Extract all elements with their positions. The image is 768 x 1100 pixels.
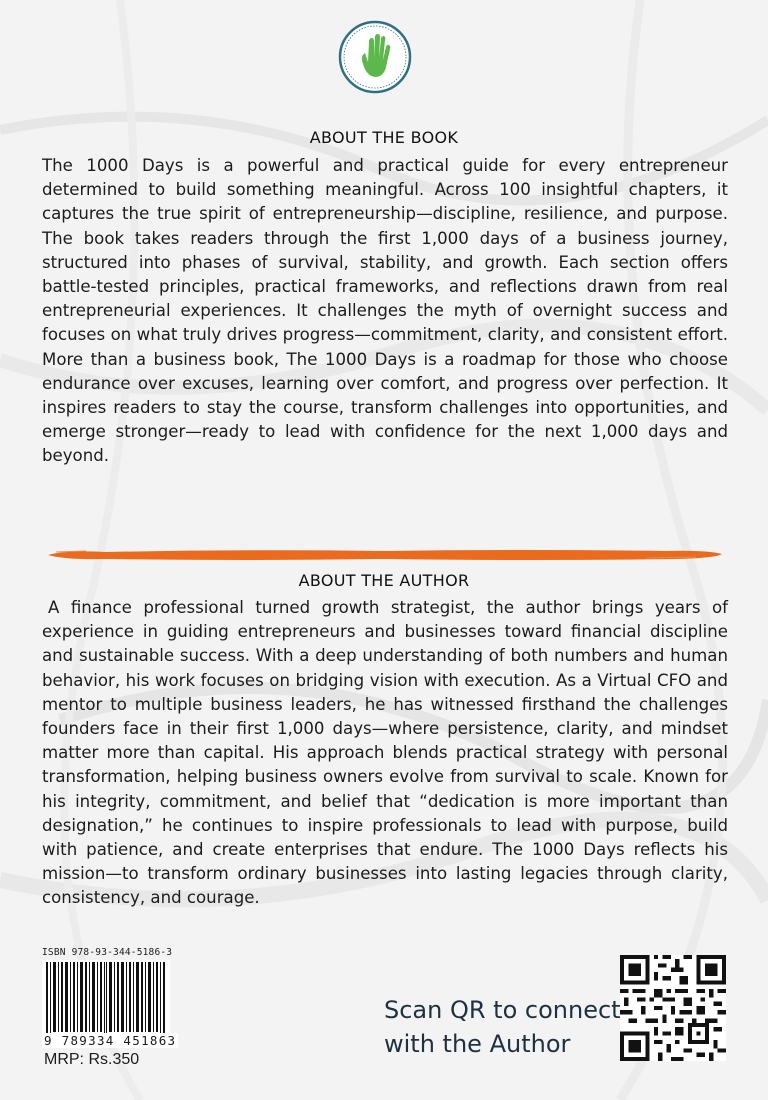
scan-qr-caption <box>384 993 621 1061</box>
qr-code-icon[interactable] <box>620 955 726 1061</box>
isbn-digits: 9 789334 451863 <box>44 1033 177 1048</box>
about-book-text: The 1000 Days is a powerful and practical guide for every entrepreneur determined to build something meaningful. Across 100 insightful chapters, it captures the true spirit of entrepreneurship—discipline, resilience, and purpose. The book takes readers through the first 1,000 days of a business journey, structured into phases of survival, stability, and growth. Each section offers battle-tested principles, practical frameworks, and reflections drawn from real entrepreneurial experiences. It challenges the myth of overnight success and focuses on what truly drives progress—commitment, clarity, and consistent effort. More than a business book, The 1000 Days is a roadmap for those who choose endurance over excuses, learning over comfort, and progress over perfection. It inspires readers to stay the course, transform challenges into opportunities, and emerge stronger—ready to lead with confidence for the next 1,000 days and beyond. <box>42 156 728 466</box>
about-author-heading: ABOUT THE AUTHOR <box>298 571 470 590</box>
orange-brush-divider <box>46 546 724 564</box>
isbn-label: ISBN 978-93-344-5186-3 <box>42 947 173 958</box>
scan-qr-line-2: with the Author <box>384 1030 571 1058</box>
handprint-logo <box>338 20 412 94</box>
barcode-icon <box>42 960 170 1038</box>
about-book-heading: ABOUT THE BOOK <box>309 128 459 147</box>
price-label: MRP: Rs.350 <box>44 1051 140 1068</box>
about-author-text: A finance professional turned growth strategist, the author brings years of experience in guiding entrepreneurs and businesses toward financial discipline and sustainable success. With a deep understanding of both numbers and human behavior, his work focuses on bridging vision with execution. As a Virtual CFO and mentor to multiple business leaders, he has witnessed firsthand the challenges founders face in their first 1,000 days—where persistence, clarity, and mindset matter more than capital. His approach blends practical strategy with personal transformation, helping business owners evolve from survival to scale. Known for his integrity, commitment, and belief that “dedication is more important than designation,” he continues to inspire professionals to lead with purpose, build with patience, and create enterprises that endure. The 1000 Days reflects his mission—to transform ordinary businesses into lasting legacies through clarity, consistency, and courage. <box>42 598 728 908</box>
scan-qr-line-1: Scan QR to connect <box>384 996 621 1024</box>
